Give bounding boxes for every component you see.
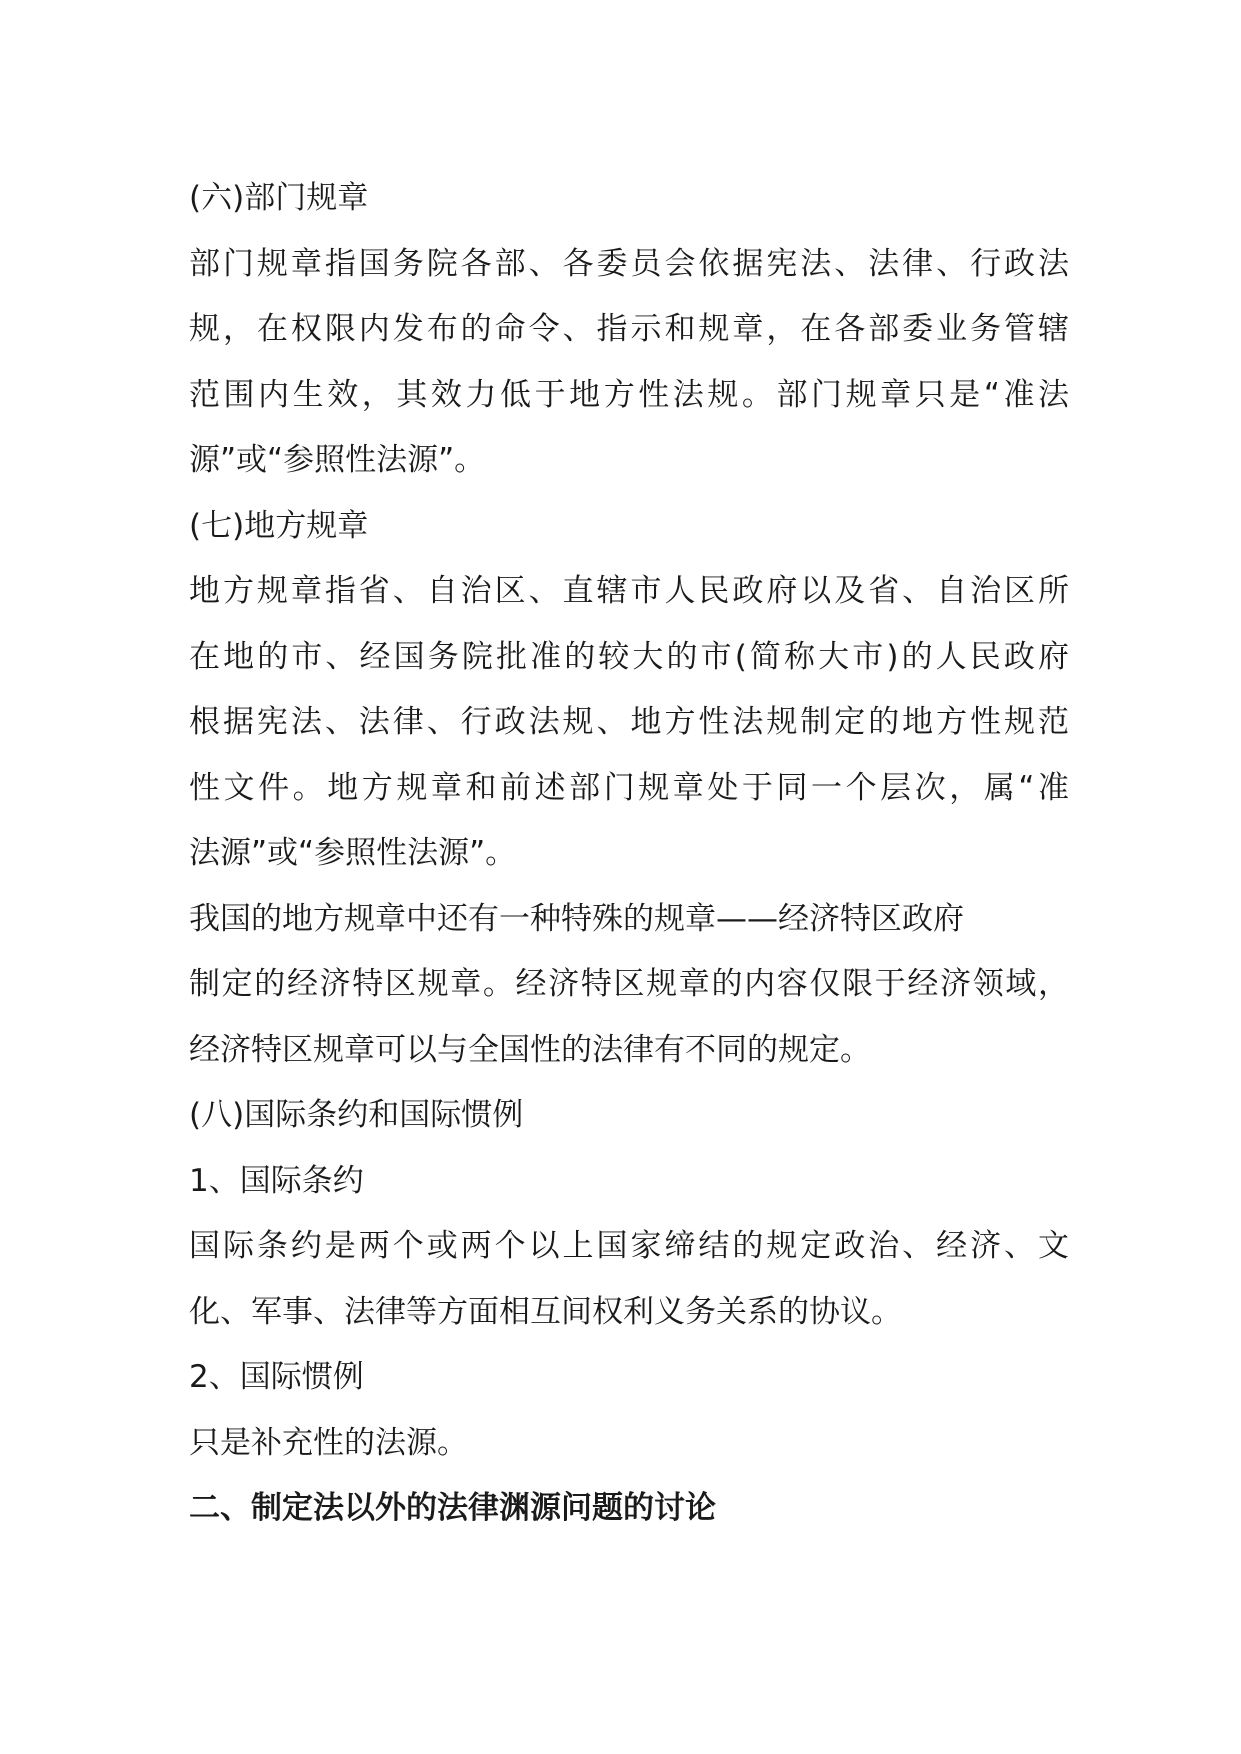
text-line: 源”或“参照性法源”。 [189,442,486,478]
paragraph-international-treaties [189,1214,1069,1345]
heading-international-customs: 2、国际惯例 [189,1359,364,1395]
heading-departmental-rules: (六)部门规章 [189,180,369,216]
text-line: 性文件。地方规章和前述部门规章处于同一个层次，属“准 [189,769,1069,806]
heading-local-rules: (七)地方规章 [189,507,369,544]
paragraph-international-customs: 只是补充性的法源。 [189,1424,468,1461]
text-line: 制定的经济特区规章。经济特区规章的内容仅限于经济领域， [189,966,1069,1002]
section-title: 二、制定法以外的法律渊源问题的讨论 [189,1490,716,1526]
text-line: 在地的市、经国务院批准的较大的市(简称大市)的人民政府 [189,638,1069,675]
text-line: 规，在权限内发布的命令、指示和规章，在各部委业务管辖 [189,311,1069,347]
text-line: 根据宪法、法律、行政法规、地方性法规制定的地方性规范 [189,704,1069,740]
text-line: 化、军事、法律等方面相互间权利义务关系的协议。 [189,1293,902,1330]
paragraph-special-economic-zone-rules [189,887,1069,1084]
text-line: 法源”或“参照性法源”。 [189,835,517,871]
text-line: 我国的地方规章中还有一种特殊的规章——经济特区政府 [189,900,964,937]
paragraph-local-rules [189,559,1069,887]
document-page [189,166,1069,1542]
text-line: 部门规章指国务院各部、各委员会依据宪法、法律、行政法 [189,245,1069,282]
paragraph-departmental-rules [189,232,1069,494]
heading-international-treaties-and-customs: (八)国际条约和国际惯例 [189,1097,524,1133]
text-line: 经济特区规章可以与全国性的法律有不同的规定。 [189,1031,871,1068]
text-line: 地方规章指省、自治区、直辖市人民政府以及省、自治区所 [189,573,1069,609]
heading-international-treaties: 1、国际条约 [189,1162,364,1199]
text-line: 国际条约是两个或两个以上国家缔结的规定政治、经济、文 [189,1228,1069,1264]
text-line: 范围内生效，其效力低于地方性法规。部门规章只是“准法 [189,376,1069,413]
